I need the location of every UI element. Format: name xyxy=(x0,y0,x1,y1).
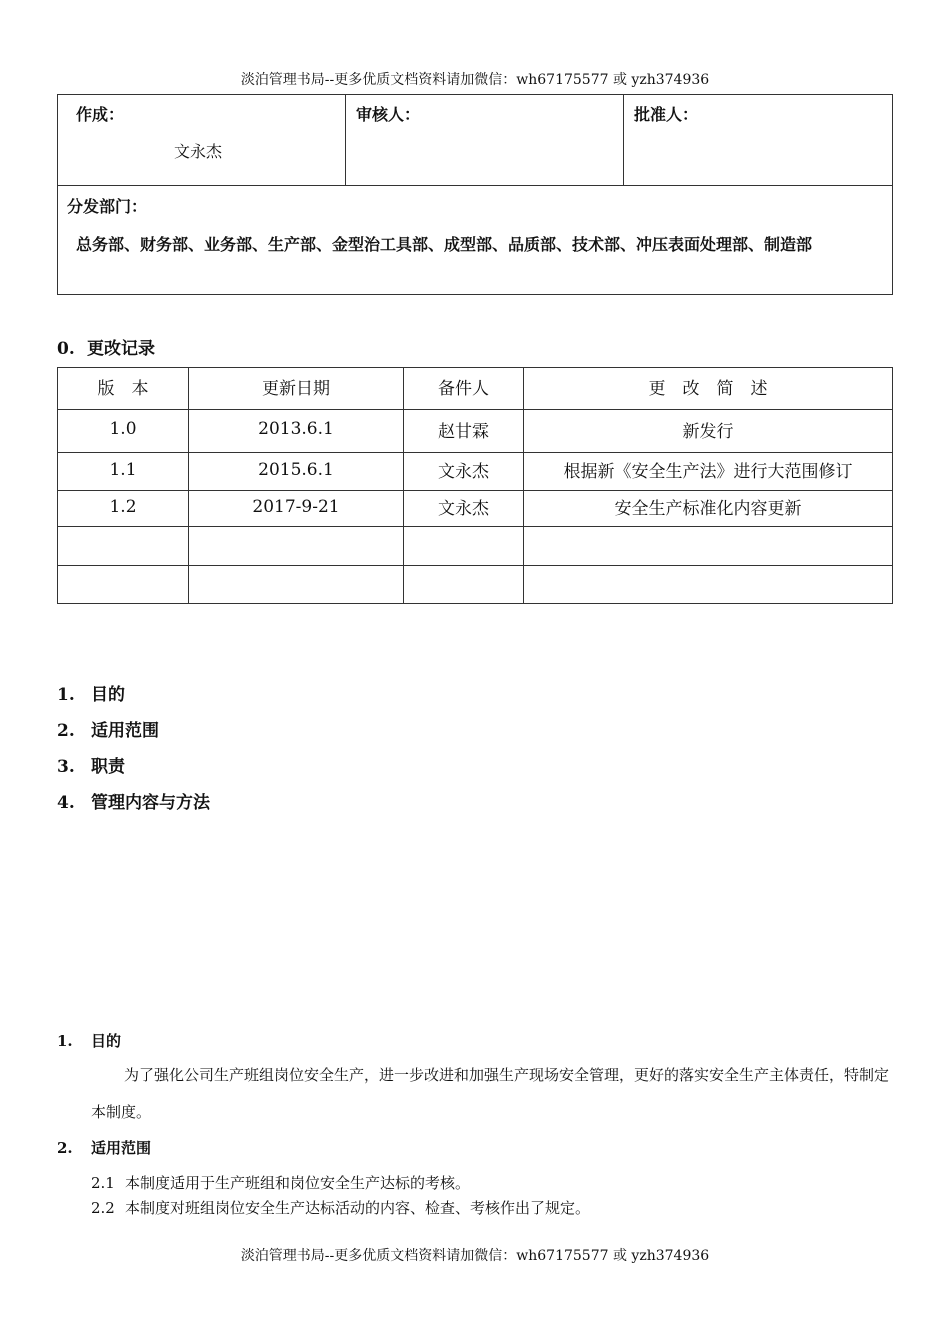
table-cell: 1.0 xyxy=(58,410,189,453)
table-cell xyxy=(189,527,404,566)
table-cell xyxy=(58,527,189,566)
table-row xyxy=(58,566,893,604)
distribution-label: 分发部门： xyxy=(67,197,148,216)
approver-cell xyxy=(624,95,893,186)
header-cell: 更 改 简 述 xyxy=(524,368,893,410)
table-cell: 文永杰 xyxy=(404,491,524,527)
toc-item: 3. 职责 xyxy=(57,757,125,777)
toc-item: 2. 适用范围 xyxy=(57,721,159,741)
change-record-num: 0. xyxy=(57,339,75,359)
author-cell xyxy=(58,95,346,186)
distribution-cell xyxy=(58,186,893,295)
change-record-title xyxy=(57,334,155,359)
table-cell: 1.1 xyxy=(58,453,189,491)
table-header-row xyxy=(58,368,893,410)
table-cell: 2013.6.1 xyxy=(189,410,404,453)
reviewer-cell xyxy=(346,95,624,186)
toc-item: 4. 管理内容与方法 xyxy=(57,793,210,813)
table-row xyxy=(58,491,893,527)
table-cell xyxy=(404,566,524,604)
table-cell: 根据新《安全生产法》进行大范围修订 xyxy=(524,453,893,491)
table-cell xyxy=(404,527,524,566)
table-cell: 赵甘霖 xyxy=(404,410,524,453)
author-label: 作成： xyxy=(76,105,125,124)
table-cell: 2015.6.1 xyxy=(189,453,404,491)
scope-item: 2.2 本制度对班组岗位安全生产达标活动的内容、检查、考核作出了规定。 xyxy=(91,1199,591,1217)
header-cell: 备件人 xyxy=(404,368,524,410)
table-cell: 文永杰 xyxy=(404,453,524,491)
section-heading-scope: 2. 适用范围 xyxy=(57,1139,152,1157)
table-cell: 安全生产标准化内容更新 xyxy=(524,491,893,527)
change-record-label: 更改记录 xyxy=(87,339,155,359)
table-row xyxy=(58,410,893,453)
table-cell xyxy=(524,527,893,566)
signature-table xyxy=(57,94,893,295)
page-footer: 淡泊管理书局--更多优质文档资料请加微信：wh67175577 或 yzh374936 xyxy=(240,1248,710,1264)
table-cell xyxy=(189,566,404,604)
table-cell: 新发行 xyxy=(524,410,893,453)
section-heading-purpose: 1. 目的 xyxy=(57,1032,122,1050)
table-cell: 2017-9-21 xyxy=(189,491,404,527)
distribution-depts: 总务部、财务部、业务部、生产部、金型治工具部、成型部、品质部、技术部、冲压表面处理部、制造部 xyxy=(76,235,813,254)
header-cell: 更新日期 xyxy=(189,368,404,410)
reviewer-label: 审核人： xyxy=(356,105,421,124)
header-cell: 版 本 xyxy=(58,368,189,410)
table-cell xyxy=(58,566,189,604)
table-cell xyxy=(524,566,893,604)
approver-label: 批准人： xyxy=(634,105,699,124)
scope-item: 2.1 本制度适用于生产班组和岗位安全生产达标的考核。 xyxy=(91,1174,471,1192)
table-cell: 1.2 xyxy=(58,491,189,527)
purpose-paragraph: 为了强化公司生产班组岗位安全生产，进一步改进和加强生产现场安全管理，更好的落实安全生产主体责任，特制定本制度。 xyxy=(91,1066,890,1121)
table-row xyxy=(58,527,893,566)
page-header: 淡泊管理书局--更多优质文档资料请加微信：wh67175577 或 yzh374936 xyxy=(240,72,710,88)
toc-item: 1. 目的 xyxy=(57,685,125,705)
table-row xyxy=(58,453,893,491)
author-name: 文永杰 xyxy=(174,142,223,161)
change-record-table xyxy=(57,367,893,604)
